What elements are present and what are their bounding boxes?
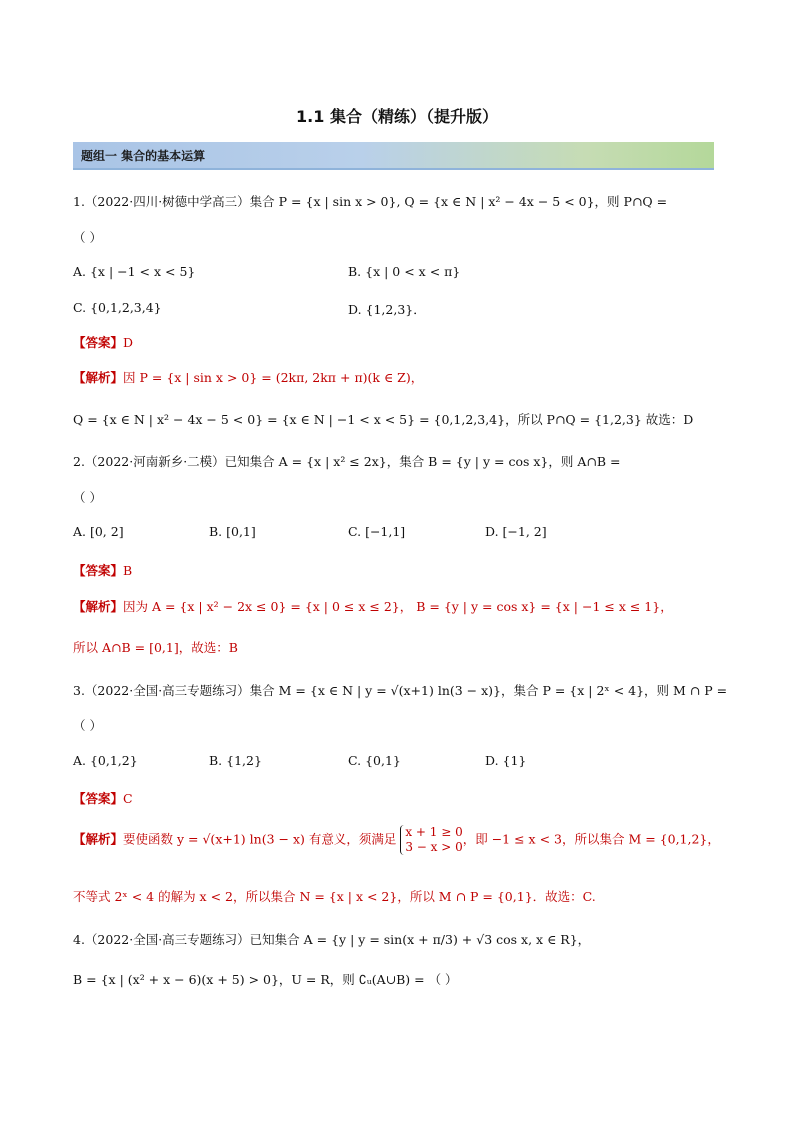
question-1-analysis-2: Q = {x ∈ N | x² − 4x − 5 < 0} = {x ∈ N | −1 < x < 5} = {0,1,2,3,4}，所以 P∩Q = {1,2,3} 故选：D bbox=[73, 412, 694, 427]
analysis-tag: 【解析】 bbox=[73, 370, 124, 385]
answer-tag: 【答案】 bbox=[73, 335, 124, 350]
question-1-option-d: D. {1,2,3}． bbox=[348, 302, 426, 317]
question-1-answer bbox=[73, 333, 133, 351]
analysis-text: 要使函数 y = √(x+1) ln(3 − x) 有意义，须满足 bbox=[123, 831, 397, 847]
question-3-analysis-2: 不等式 2ˣ < 4 的解为 x < 2，所以集合 N = {x | x < 2}，所以 M ∩ P = {0,1}．故选：C. bbox=[73, 889, 596, 904]
question-2-paren: （ ） bbox=[73, 490, 102, 505]
section-banner bbox=[73, 142, 714, 170]
question-2-analysis-1 bbox=[73, 597, 673, 615]
answer-value: C bbox=[123, 791, 133, 806]
question-2-option-a: A. [0, 2] bbox=[73, 524, 124, 539]
question-2-stem: 2.（2022·河南新乡·二模）已知集合 A = {x | x² ≤ 2x}，集合 B = {y | y = cos x}，则 A∩B = bbox=[73, 454, 621, 469]
section-title: 题组一 集合的基本运算 bbox=[81, 149, 206, 163]
analysis-tag: 【解析】 bbox=[73, 599, 124, 614]
condition-1: x + 1 ≥ 0 bbox=[405, 825, 463, 839]
question-2-answer bbox=[73, 561, 132, 579]
analysis-text: 因为 A = {x | x² − 2x ≤ 0} = {x | 0 ≤ x ≤ 2}， B = {y | y = cos x} = {x | −1 ≤ x ≤ 1}， bbox=[123, 599, 673, 614]
question-2-option-b: B. [0,1] bbox=[209, 524, 256, 539]
question-3-paren: （ ） bbox=[73, 718, 102, 733]
question-1-option-a: A. {x | −1 < x < 5} bbox=[73, 264, 196, 279]
question-3-option-a: A. {0,1,2} bbox=[73, 753, 138, 768]
page-title: 1.1 集合（精练）（提升版） bbox=[296, 107, 498, 126]
answer-value: B bbox=[123, 563, 133, 578]
question-1-analysis-1 bbox=[73, 368, 423, 386]
question-3-stem: 3.（2022·全国·高三专题练习）集合 M = {x ∈ N | y = √(x+1) ln(3 − x)}，集合 P = {x | 2ˣ < 4}，则 M ∩ P = bbox=[73, 683, 728, 698]
question-1-paren: （ ） bbox=[73, 230, 102, 245]
answer-tag: 【答案】 bbox=[73, 791, 124, 806]
answer-value: D bbox=[123, 335, 134, 350]
question-4-stem: 4.（2022·全国·高三专题练习）已知集合 A = {y | y = sin(x + π/3) + √3 cos x, x ∈ R}， bbox=[73, 932, 591, 947]
analysis-tag: 【解析】 bbox=[73, 831, 124, 847]
question-2-analysis-2: 所以 A∩B = [0,1]，故选：B bbox=[73, 640, 238, 655]
question-1-option-b: B. {x | 0 < x < π} bbox=[348, 264, 461, 279]
question-1-option-c: C. {0,1,2,3,4} bbox=[73, 300, 162, 315]
question-3-option-b: B. {1,2} bbox=[209, 753, 262, 768]
question-3-answer bbox=[73, 789, 133, 807]
condition-system bbox=[400, 825, 462, 855]
question-3-analysis-1 bbox=[73, 825, 720, 855]
question-3-option-d: D. {1} bbox=[485, 753, 527, 768]
question-2-option-c: C. [−1,1] bbox=[348, 524, 406, 539]
question-1-stem: 1.（2022·四川·树德中学高三）集合 P = {x | sin x > 0}, Q = {x ∈ N | x² − 4x − 5 < 0}，则 P∩Q = bbox=[73, 194, 668, 209]
answer-tag: 【答案】 bbox=[73, 563, 124, 578]
analysis-text: 因 P = {x | sin x > 0} = (2kπ, 2kπ + π)(k ∈ Z)， bbox=[123, 370, 424, 385]
question-3-option-c: C. {0,1} bbox=[348, 753, 401, 768]
question-4-stem-2: B = {x | (x² + x − 6)(x + 5) > 0}，U = R，则 ∁ᵤ(A∪B) = （ ） bbox=[73, 972, 458, 987]
question-2-option-d: D. [−1, 2] bbox=[485, 524, 547, 539]
condition-2: 3 − x > 0 bbox=[405, 840, 463, 854]
analysis-text-cont: ，即 −1 ≤ x < 3，所以集合 M = {0,1,2}， bbox=[462, 831, 720, 847]
